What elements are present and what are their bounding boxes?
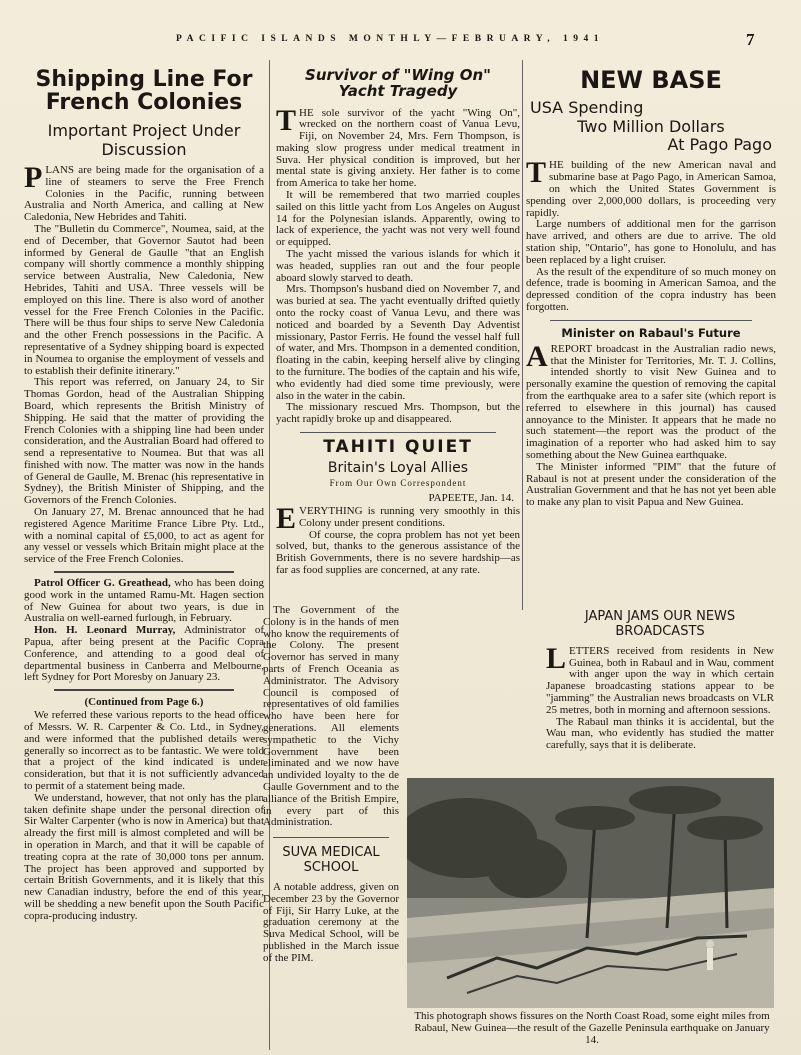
headline-suva-line1: SUVA MEDICAL bbox=[282, 845, 380, 861]
base-body bbox=[526, 156, 776, 313]
paragraph: who has been doing good work in the untamed Ramu-Mt. Hagen section of New Guinea for about two years, is due in Australia on well-earned furlough, in February. bbox=[24, 577, 264, 625]
earthquake-photograph bbox=[407, 778, 774, 1008]
survivor-and-tahiti-articles bbox=[276, 60, 520, 605]
paragraph: Administrator of Papua, after being present at the Pacific Copra Conference, and attending to a good deal of departmental business in Canberra and Melbourne, left Sydney for Port Moresby on January 23. bbox=[24, 624, 264, 684]
subhead-shipping-line1: Important Project Under bbox=[47, 121, 241, 141]
column-rule bbox=[522, 60, 523, 610]
running-title: PACIFIC ISLANDS MONTHLY—FEBRUARY, 1941 bbox=[176, 34, 604, 44]
paragraph: A notable address, given on December 23 by the Governor of Fiji, Sir Harry Luke, at the graduation ceremony at the Suva Medical School, will be published in the March issue of the PIM. bbox=[263, 881, 399, 964]
dropcap: T bbox=[526, 156, 547, 190]
dropcap: P bbox=[24, 160, 43, 194]
paragraph: HE sole survivor of the yacht "Wing On", wrecked on the northern coast of Vanua Levu, Fiji, on November 24, Mrs. Fern Thompson, is making slow progress under medical treatment in Suva. Her physical condition is improved, but her mental state is giving anxiety. Her father is to come from America to take her home. bbox=[276, 106, 520, 190]
paragraph: It will be remembered that two married couples sailed on this little yacht from Los Angeles on August 14 for the Polynesian islands. Apparently, owing to lack of experience, the yacht was not very well found or equipped. bbox=[276, 189, 520, 249]
subhead-base-line2: Two Million Dollars bbox=[577, 116, 725, 136]
section-divider bbox=[273, 837, 389, 838]
paragraph: The Government of the Colony is in the hands of men who know the requirements of the Colony. The present Governor has served in many parts of French Oceania as Administrator. The Advisory Council is composed of representatives of old families who have been here for generations. All elements sympathetic to the Vichy Government have been eliminated and we now have an undivided loyalty to the de Gaulle Government and to the alliance of the British Empire, in every part of this Administration. bbox=[263, 605, 399, 829]
rabaul-body bbox=[526, 339, 776, 509]
headline-shipping-line2: French Colonies bbox=[45, 90, 243, 116]
suva-body bbox=[263, 882, 399, 965]
paragraph: We understand, however, that not only has the plan taken definite shape under the personal direction of Sir Walter Carpenter (who is now in America) but that already the first mill is almost completed and will be in operation in March, and that it will be capable of treating copra at the rate of 30,000 tons per annum. The project has been approved and supported by certain British Governments, and it is likely that this new Canadian industry, before the end of this year, will be shedding a new benefit upon the South Pacific copra-producing industry. bbox=[24, 791, 264, 922]
dateline: PAPEETE, Jan. 14. bbox=[428, 491, 514, 504]
headline-survivor-line1: Survivor of "Wing On" bbox=[305, 66, 491, 84]
dropcap: A bbox=[526, 339, 548, 373]
dropcap: E bbox=[276, 501, 297, 535]
section-divider bbox=[550, 320, 752, 321]
paragraph: HE building of the new American naval and submarine base at Pago Pago, in American Samoa, on which the United States Government is spending over 2,000,000 dollars, is proceeding very rapidly. bbox=[526, 159, 776, 219]
paragraph: Mrs. Thompson's husband died on November 7, and was buried at sea. The yacht eventually drifted quietly onto the rocky coast of Vanua Levu, and there was noticed and boarded by a Seventh Day Adventist missionary, Pastor Ferris. He found the vessel half full of water, and Mrs. Thompson in a demented condition, floating in the cabin, keeping herself alive by clinging to the furniture. The bodies of the captain and his wife, who evidently had died some time previously, were also in the water in the cabin. bbox=[276, 283, 520, 402]
survivor-body bbox=[276, 103, 520, 427]
photo-illustration bbox=[407, 778, 774, 1008]
headline-new-base: NEW BASE bbox=[580, 66, 722, 94]
paragraph: ETTERS received from residents in New Guinea, both in Rabaul and in Wau, comment with anger upon the way in which certain Japanese broadcasting stations appear to be "jamming" the Australian news broadcasts on VLR 25 metres, both in morning and afternoon sessions. bbox=[546, 644, 774, 716]
japan-article bbox=[546, 610, 774, 780]
paragraph: As the result of the expenditure of so much money on defence, trade is booming in American Samoa, and the depressed condition of the copra industry has been forgotten. bbox=[526, 265, 776, 313]
paragraph: The "Bulletin du Commerce", Noumea, said, at the end of December, that Governor Sautot had been informed by General de Gaulle "that an English company will shortly commence a monthly shipping service between Australia, New Caledonia, New Hebrides, Tahiti and USA. Three vessels will be employed on this line. There is also word of another vessel for the Free French Colonies in the Pacific. There will be thus four ships to serve New Caledonia and the other French possessions in the Pacific. A representative of a Sydney shipping board is expected in Noumea to organise the employment of vessels and to establish their definite itinerary." bbox=[24, 222, 264, 377]
shipping-article bbox=[24, 60, 264, 1050]
paragraph: The Rabaul man thinks it is accidental, but the Wau man, who evidently has studied the matter carefully, says that it is deliberate. bbox=[546, 715, 774, 752]
paragraph: The Minister informed "PIM" that the future of Rabaul is not at present under the consideration of the Australian Government and that he has not yet been able to make any plan to visit Papua and New Guinea. bbox=[526, 460, 776, 509]
paragraph: Of course, the copra problem has not yet been solved, but, thanks to the generous assistance of the British Governments, there is no severe hardship—as far as food supplies are concerned, at any rate. bbox=[276, 528, 520, 576]
tahiti-body-continued bbox=[263, 605, 399, 829]
paragraph: LANS are being made for the organisation of a line of steamers to serve the Free French Colonies in the Pacific, running between Australia and North America, and calling at New Caledonia, New Hebrides and Tahiti. bbox=[24, 163, 264, 224]
section-divider bbox=[54, 571, 234, 573]
tahiti-body bbox=[276, 501, 520, 577]
headline-shipping-line1: Shipping Line For bbox=[35, 67, 253, 92]
paragraph: VERYTHING is running very smoothly in this Colony under present conditions. bbox=[299, 504, 520, 529]
paragraph: We referred these various reports to the head office of Messrs. W. R. Carpenter & Co. Ltd., in Sydney, and were informed that the published details were generally so incorrect as to be fantastic. We were told that a project of the kind indicated is under consideration, but that it is not sufficiently advanced to permit of a statement being made. bbox=[24, 709, 264, 793]
subhead-tahiti: Britain's Loyal Allies bbox=[327, 459, 469, 476]
paragraph: On January 27, M. Brenac announced that he had registered Agence Maritime France Libre Pty. Ltd., with a nominal capital of £5,000, to act as agent for any vessel or vessels which Britain might place at the service of the Free French Colonies. bbox=[24, 506, 264, 566]
paragraph: The yacht missed the various islands for which it was headed, supplies ran out and the four people aboard slowly starved to death. bbox=[276, 248, 520, 284]
continued-heading: (Continued from Page 6.) bbox=[84, 696, 204, 709]
dropcap: L bbox=[546, 641, 567, 675]
shipping-body bbox=[24, 160, 264, 566]
headline-suva-line2: SCHOOL bbox=[303, 860, 359, 876]
headline-tahiti: TAHITI QUIET bbox=[323, 437, 473, 458]
paragraph: The missionary rescued Mrs. Thompson, but the yacht rapidly broke up and disappeared. bbox=[276, 401, 520, 426]
person-name: Hon. H. Leonard Murray, bbox=[34, 624, 176, 637]
photo-caption: This photograph shows fissures on the North Coast Road, some eight miles from Rabaul, New Guinea—the result of the Gazelle Peninsula earthquake on January 14. bbox=[414, 1010, 770, 1046]
headline-japan-line2: BROADCASTS bbox=[615, 623, 705, 639]
headline-rabaul: Minister on Rabaul's Future bbox=[561, 325, 741, 340]
paragraph: Large numbers of additional men for the garrison have arrived, and others are due to arrive. The old station ship, "Ontario", has gone to Honolulu, and has been replaced by a light cruiser. bbox=[526, 218, 776, 266]
continued-body bbox=[24, 710, 264, 922]
dropcap: T bbox=[276, 103, 297, 137]
subhead-base-line3: At Pago Pago bbox=[667, 134, 772, 154]
headline-survivor-line2: Yacht Tragedy bbox=[338, 81, 458, 100]
page-number: 7 bbox=[746, 30, 755, 49]
section-divider bbox=[54, 689, 234, 691]
section-divider bbox=[300, 432, 496, 433]
base-and-rabaul-articles bbox=[526, 60, 776, 610]
subhead-base-line1: USA Spending bbox=[530, 98, 644, 118]
tahiti-continued-and-suva bbox=[263, 605, 399, 1050]
person-name: Patrol Officer G. Greathead, bbox=[34, 577, 171, 590]
subhead-shipping-line2: Discussion bbox=[101, 139, 187, 159]
byline: From Our Own Correspondent bbox=[329, 477, 467, 488]
personal-notes bbox=[24, 578, 264, 684]
paragraph: This report was referred, on January 24, to Sir Thomas Gordon, head of the Australian Shipping Board, which represents the British Ministry of Shipping. He said that the matter of providing the French Colonies with a shipping line had been under consideration, and the Australian Board had offered to send a representative to Noumea. But that was all finished with now. The matter was now in the hands of General de Gaulle, M. Brenac (his representative in Sydney), the British Minister of Shipping, and the Governors of the French Colonies. bbox=[24, 376, 264, 507]
paragraph: REPORT broadcast in the Australian radio news, that the Minister for Territories, Mr. T. J. Collins, intended shortly to visit New Guinea and to personally examine the question of removing the capital from the earthquake area to a safer site (which report is referred to elsewhere in this journal) has caused annoyance to the Minister. It appears that he made no such statement—the report was the product of the imagination of a reporter who had asked him to say something about the New Guinea earthquake. bbox=[526, 342, 776, 461]
japan-body bbox=[546, 641, 774, 752]
headline-japan-line1: JAPAN JAMS OUR NEWS bbox=[584, 610, 736, 624]
